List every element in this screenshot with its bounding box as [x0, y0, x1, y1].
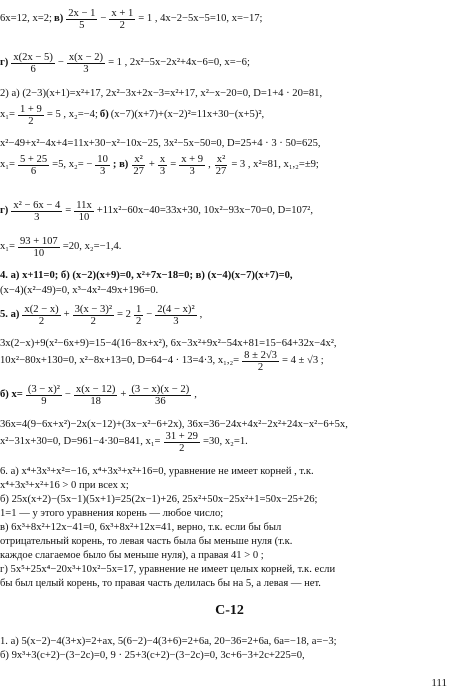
fraction: [74, 200, 94, 223]
line-7: [0, 200, 455, 223]
operator: −: [57, 57, 64, 69]
line-17: 6. а) x⁴+3x³+x²=−16, x⁴+3x³+x²+16=0, уравнение не имеет корней , т.к.: [0, 466, 314, 477]
numerator: (3 − x)²: [27, 384, 60, 395]
fraction: [95, 154, 110, 177]
line-14: [0, 384, 455, 407]
numerator: x + 1: [111, 8, 134, 19]
numerator: x(x − 2): [68, 52, 104, 63]
numerator: x(2 − x): [24, 304, 59, 315]
fraction: [73, 304, 114, 327]
fraction: [18, 104, 44, 127]
line-4: [0, 104, 455, 127]
denominator: 36: [155, 396, 166, 408]
line-5: x²−49+x²−4x+4=11x+30−x²−10x−25, 3x²−5x−50=0, D=25+4 · 3 · 50=625,: [0, 138, 321, 149]
text: = 3 , x²=81, x₁,₂=±9;: [231, 159, 319, 171]
denominator: 3: [173, 316, 179, 328]
line-23: каждое слагаемое было бы меньше нуля), а правая 41 > 0 ;: [0, 550, 264, 561]
fraction: [214, 154, 229, 177]
denominator: 2: [179, 443, 185, 455]
line-27: б) 9x³+3(c+2)−(3−2c)=0, 9 · 25+3(c+2)−(3−2c)=0, 3c+6−3+2c+225=0,: [0, 650, 305, 661]
fraction: [26, 384, 62, 407]
numerator: x(2x − 5): [13, 52, 53, 63]
numerator: x²: [216, 154, 226, 165]
denominator: 10: [78, 212, 90, 224]
item-label: в): [53, 13, 64, 25]
denominator: 3: [189, 166, 195, 178]
text: x₁=: [0, 159, 15, 171]
fraction: [179, 154, 205, 177]
numerator: x²: [134, 154, 143, 165]
line-21: в) 6x³+8x²+12x−41=0, 6x³+8x²+12x=41, верно, т.к. если бы был: [0, 522, 282, 533]
text: ,: [199, 309, 203, 321]
text: x₁=: [0, 109, 15, 121]
denominator: 27: [215, 166, 227, 178]
denominator: 2: [135, 316, 142, 328]
fraction: [131, 154, 146, 177]
numerator: x(x − 12): [75, 384, 116, 395]
line-20: 1=1 — у этого уравнения корень — любое число;: [0, 508, 224, 519]
fraction: [11, 200, 62, 223]
text: = 5 , x₂=−4;: [46, 109, 98, 121]
text: = 2: [117, 309, 131, 321]
line-8: [0, 236, 455, 259]
item-label: б) x=: [0, 389, 23, 401]
fraction: [129, 384, 191, 407]
item-label: г): [0, 205, 9, 217]
operator: +: [148, 159, 155, 171]
line-24: г) 5x⁵+25x⁴−20x³+10x²−5x=17, уравнение не имеет целых корней, т.к. если: [0, 564, 336, 575]
numerator: x: [159, 154, 166, 165]
fraction: [134, 304, 143, 327]
operator: −: [100, 13, 107, 25]
fraction: [109, 8, 135, 31]
text: (x−7)(x+7)+(x−2)²=11x+30−(x+5)²,: [110, 109, 265, 121]
numerator: x² − 6x − 4: [13, 200, 61, 211]
operator: +: [120, 389, 127, 401]
line-25: бы был целый корень, то правая часть делилась бы на 5, а левая — нет.: [0, 578, 321, 589]
numerator: 8 ± 2√3: [244, 350, 277, 361]
line-9: 4. а) x+11=0; б) (x−2)(x+9)=0, x²+7x−18=0; в) (x−4)(x−7)(x+7)=0,: [0, 270, 293, 281]
fraction: [164, 431, 200, 454]
operator: =: [170, 159, 177, 171]
text: = 4 ± √3 ;: [281, 355, 324, 367]
line-26: 1. а) 5(x−2)−4(3+x)=2+ax, 5(6−2)−4(3+6)=2+6a, 20−36=2+6a, 6a=−18, a=−3;: [0, 636, 337, 647]
fraction: [22, 304, 60, 327]
text: 6x=12, x=2;: [0, 13, 52, 25]
numerator: 2(4 − x)²: [157, 304, 195, 315]
denominator: 2: [28, 116, 34, 128]
numerator: 93 + 107: [19, 236, 58, 247]
text: =30, x₂=1.: [202, 436, 248, 448]
operator: =: [65, 205, 72, 217]
denominator: 3: [34, 212, 40, 224]
text: =5, x₂= −: [52, 159, 93, 171]
line-18: x⁴+3x³+x²+16 > 0 при всех x;: [0, 480, 129, 491]
line-11: [0, 304, 455, 327]
fraction: [158, 154, 167, 177]
text: = 1 , 4x−2−5x−5=10, x=−17;: [138, 13, 263, 25]
denominator: 3: [159, 166, 166, 178]
item-label: г): [0, 57, 9, 69]
line-19: б) 25x(x+2)−(5x−1)(5x+1)=25(2x−1)+26, 25x²+50x−25x²+1=50x−25+26;: [0, 494, 318, 505]
line-16: [0, 431, 455, 454]
line-6: [0, 154, 455, 177]
numerator: 31 + 29: [165, 431, 198, 442]
denominator: 9: [41, 396, 47, 408]
numerator: 2x − 1: [68, 8, 96, 19]
operator: +: [63, 309, 70, 321]
fraction: [11, 52, 55, 75]
line-12: 3x(2−x)+9(x²−6x+9)=15−4(16−8x+x²), 6x−3x²+9x²−54x+81=15−64+32x−4x²,: [0, 338, 337, 349]
line-22: отрицательный корень, то левая часть была бы меньше нуля (т.к.: [0, 536, 293, 547]
line-10: (x−4)(x²−49)=0, x³−4x²−49x+196=0.: [0, 285, 159, 296]
text: x²−31x+30=0, D=961−4·30=841, x₁=: [0, 436, 161, 448]
fraction: [67, 52, 105, 75]
text: = 1 , 2x²−5x−2x²+4x−6=0, x=−6;: [108, 57, 250, 69]
denominator: 2: [90, 316, 96, 328]
text: 10x²−80x+130=0, x²−8x+13=0, D=64−4 · 13=4·3, x₁,₂=: [0, 355, 240, 367]
numerator: 5 + 25: [19, 154, 48, 165]
numerator: 11x: [76, 200, 92, 211]
fraction: [66, 8, 97, 31]
numerator: (3 − x)(x − 2): [131, 384, 190, 395]
numerator: 1: [135, 304, 142, 315]
fraction: [242, 350, 279, 373]
numerator: 3(x − 3)²: [74, 304, 113, 315]
line-3: 2) а) (2−3)(x+1)=x²+17, 2x²−3x+2x−3=x²+17, x²−x−20=0, D=1+4 · 20=81,: [0, 88, 323, 99]
denominator: 6: [30, 64, 36, 76]
denominator: 27: [133, 166, 144, 178]
text: =20, x₂=−1,4.: [62, 241, 122, 253]
numerator: x + 9: [181, 154, 204, 165]
denominator: 3: [99, 166, 106, 178]
denominator: 6: [30, 166, 37, 178]
line-1: [0, 8, 455, 31]
line-15: 36x=4(9−6x+x²)−2x(x−12)+(3x−x²−6+2x), 36x=36−24x+4x²−2x²+24x−x²−6+5x,: [0, 419, 348, 430]
line-2: [0, 52, 455, 75]
line-13: [0, 350, 455, 373]
item-label: б): [99, 109, 109, 121]
item-label: 5. а): [0, 309, 20, 321]
denominator: 18: [90, 396, 101, 408]
numerator: 10: [97, 154, 108, 165]
denominator: 10: [33, 248, 45, 260]
denominator: 2: [257, 362, 264, 374]
denominator: 3: [83, 64, 89, 76]
denominator: 2: [38, 316, 45, 328]
item-label: ; в): [112, 159, 129, 171]
denominator: 5: [79, 20, 85, 32]
text: +11x²−60x−40=33x+30, 10x²−93x−70=0, D=107²,: [96, 205, 313, 217]
text: ,: [208, 159, 211, 171]
text: ,: [194, 389, 197, 401]
numerator: 1 + 9: [19, 104, 42, 115]
text: x₁=: [0, 241, 15, 253]
fraction: [18, 236, 60, 259]
denominator: 2: [119, 20, 125, 32]
page-number: 111: [431, 677, 447, 689]
operator: −: [64, 389, 71, 401]
operator: −: [146, 309, 153, 321]
fraction: [18, 154, 49, 177]
fraction: [74, 384, 118, 407]
section-heading: С-12: [215, 603, 244, 618]
fraction: [155, 304, 196, 327]
